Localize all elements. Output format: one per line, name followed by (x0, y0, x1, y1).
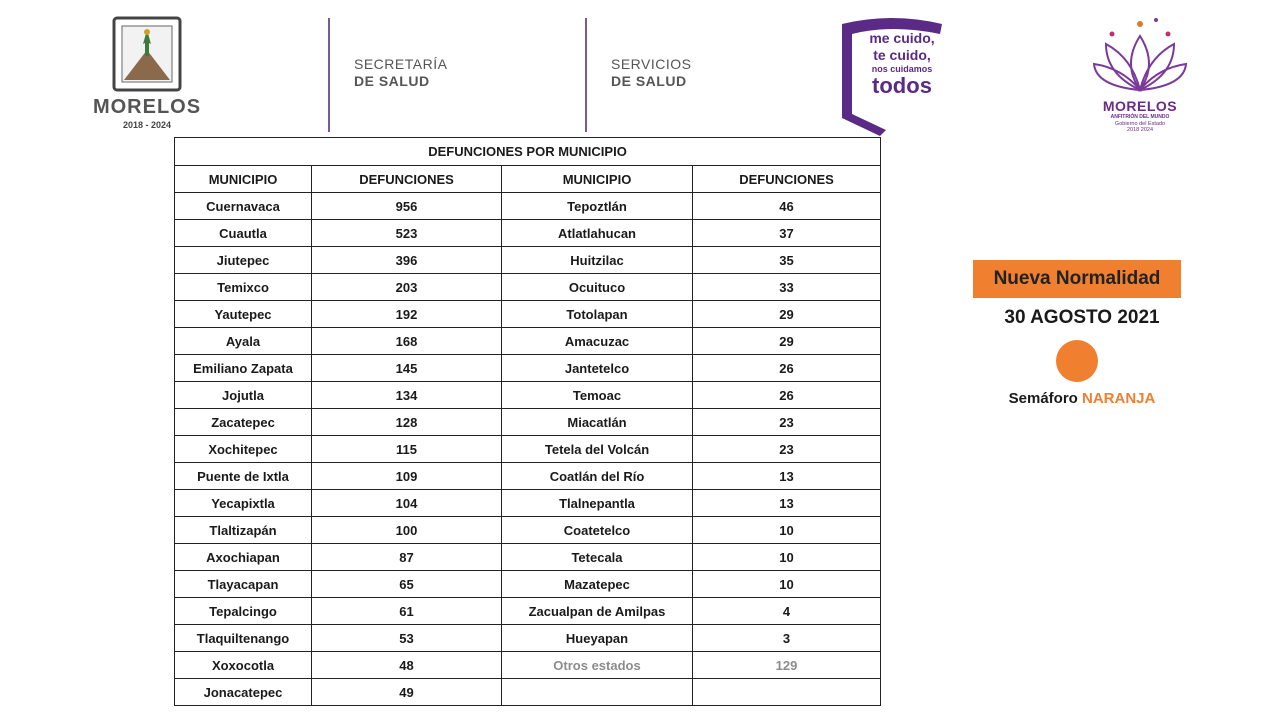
deaths-cell: 26 (693, 382, 881, 409)
agency-line2: DE SALUD (611, 73, 687, 89)
anfitrion-logo (1090, 14, 1190, 138)
table-row (175, 544, 881, 571)
municipality-cell: Jojutla (175, 382, 312, 409)
deaths-cell: 109 (312, 463, 502, 490)
deaths-cell (693, 679, 881, 706)
municipality-cell: Temixco (175, 274, 312, 301)
deaths-cell: 145 (312, 355, 502, 382)
column-header-municipio: MUNICIPIO (502, 166, 693, 193)
municipality-cell: Ocuituco (502, 274, 693, 301)
municipality-cell: Puente de Ixtla (175, 463, 312, 490)
deaths-cell: 956 (312, 193, 502, 220)
agency-line1: SERVICIOS (611, 56, 692, 72)
municipality-cell: Tlaltizapán (175, 517, 312, 544)
semaforo-status (973, 390, 1191, 407)
municipality-cell: Coatlán del Río (502, 463, 693, 490)
anfitrion-name: MORELOS (1102, 98, 1178, 114)
deaths-cell: 168 (312, 328, 502, 355)
deaths-cell: 13 (693, 463, 881, 490)
municipality-cell: Cuernavaca (175, 193, 312, 220)
deaths-cell: 100 (312, 517, 502, 544)
municipality-cell: Jantetelco (502, 355, 693, 382)
deaths-cell: 35 (693, 247, 881, 274)
table-row (175, 382, 881, 409)
report-date: 30 AGOSTO 2021 (1004, 307, 1160, 328)
deaths-cell: 10 (693, 544, 881, 571)
municipality-cell: Atlatlahucan (502, 220, 693, 247)
deaths-cell: 61 (312, 598, 502, 625)
municipality-cell: Cuautla (175, 220, 312, 247)
municipality-cell: Otros estados (502, 652, 693, 679)
municipality-cell: Jiutepec (175, 247, 312, 274)
municipality-cell (502, 679, 693, 706)
anfitrion-subtitle: ANFITRIÓN DEL MUNDO (1110, 114, 1170, 120)
table-row (175, 193, 881, 220)
table-row (175, 220, 881, 247)
deaths-cell: 10 (693, 571, 881, 598)
municipality-cell: Hueyapan (502, 625, 693, 652)
semaforo-orange-dot-icon (1056, 340, 1098, 382)
deaths-cell: 48 (312, 652, 502, 679)
table-header-row (175, 166, 881, 193)
table-row (175, 328, 881, 355)
municipality-cell: Zacatepec (175, 409, 312, 436)
table-row (175, 436, 881, 463)
table-row (175, 247, 881, 274)
deaths-cell: 29 (693, 328, 881, 355)
municipality-cell: Tetela del Volcán (502, 436, 693, 463)
campaign-line4: todos (872, 73, 932, 98)
deaths-cell: 134 (312, 382, 502, 409)
table-row (175, 490, 881, 517)
campaign-line3: nos cuidamos (871, 64, 933, 74)
campaign-logo (836, 14, 948, 136)
deaths-cell: 3 (693, 625, 881, 652)
table-row (175, 571, 881, 598)
deaths-cell: 23 (693, 436, 881, 463)
table-row (175, 409, 881, 436)
municipality-cell: Amacuzac (502, 328, 693, 355)
campaign-text (858, 30, 946, 98)
deaths-cell: 37 (693, 220, 881, 247)
column-header-defunciones: DEFUNCIONES (312, 166, 502, 193)
deaths-cell: 10 (693, 517, 881, 544)
campaign-line2: te cuido, (873, 47, 931, 63)
campaign-line1: me cuido, (869, 30, 935, 46)
agency-secretaria-salud (354, 56, 447, 90)
deaths-cell: 13 (693, 490, 881, 517)
table-row (175, 463, 881, 490)
municipality-cell: Tetecala (502, 544, 693, 571)
deaths-cell: 203 (312, 274, 502, 301)
semaforo-label: Semáforo (1008, 390, 1078, 407)
deaths-cell: 4 (693, 598, 881, 625)
lotus-flower-icon (1092, 14, 1188, 94)
table-row (175, 274, 881, 301)
deaths-cell: 523 (312, 220, 502, 247)
municipality-cell: Yecapixtla (175, 490, 312, 517)
table-title: DEFUNCIONES POR MUNICIPIO (175, 138, 881, 166)
header-divider (328, 18, 330, 132)
municipality-cell: Huitzilac (502, 247, 693, 274)
semaforo-level: NARANJA (1082, 390, 1156, 407)
municipality-cell: Mazatepec (502, 571, 693, 598)
deaths-cell: 26 (693, 355, 881, 382)
municipality-cell: Tlalnepantla (502, 490, 693, 517)
municipality-cell: Xoxocotla (175, 652, 312, 679)
municipality-cell: Emiliano Zapata (175, 355, 312, 382)
table-row (175, 355, 881, 382)
deaths-cell: 396 (312, 247, 502, 274)
municipality-cell: Tepoztlán (502, 193, 693, 220)
agency-servicios-salud (611, 56, 692, 90)
municipality-cell: Yautepec (175, 301, 312, 328)
anfitrion-gov: Gobierno del Estado (1114, 121, 1166, 127)
deaths-cell: 29 (693, 301, 881, 328)
table-row (175, 301, 881, 328)
state-name: MORELOS (92, 96, 202, 118)
municipality-cell: Axochiapan (175, 544, 312, 571)
municipality-cell: Miacatlán (502, 409, 693, 436)
municipality-cell: Ayala (175, 328, 312, 355)
municipality-cell: Tlayacapan (175, 571, 312, 598)
deaths-cell: 104 (312, 490, 502, 517)
deaths-cell: 23 (693, 409, 881, 436)
municipality-cell: Tepalcingo (175, 598, 312, 625)
municipality-cell: Totolapan (502, 301, 693, 328)
header-divider (585, 18, 587, 132)
table-row (175, 517, 881, 544)
column-header-municipio: MUNICIPIO (175, 166, 312, 193)
column-header-defunciones: DEFUNCIONES (693, 166, 881, 193)
morelos-state-logo (92, 14, 202, 136)
municipality-cell: Zacualpan de Amilpas (502, 598, 693, 625)
municipality-cell: Coatetelco (502, 517, 693, 544)
municipality-cell: Temoac (502, 382, 693, 409)
deaths-cell: 49 (312, 679, 502, 706)
deaths-cell: 46 (693, 193, 881, 220)
table-row (175, 598, 881, 625)
deaths-cell: 65 (312, 571, 502, 598)
table-row (175, 625, 881, 652)
deaths-by-municipality-table (174, 137, 880, 706)
table-row (175, 652, 881, 679)
coat-of-arms-icon (110, 14, 184, 94)
agency-line1: SECRETARÍA (354, 56, 448, 72)
anfitrion-years: 2018 2024 (1127, 127, 1153, 133)
nueva-normalidad-banner: Nueva Normalidad (973, 260, 1181, 298)
deaths-cell: 128 (312, 409, 502, 436)
table-row (175, 679, 881, 706)
deaths-cell: 87 (312, 544, 502, 571)
municipality-cell: Jonacatepec (175, 679, 312, 706)
municipality-cell: Xochitepec (175, 436, 312, 463)
deaths-cell: 115 (312, 436, 502, 463)
state-years: 2018 - 2024 (122, 120, 172, 130)
municipality-cell: Tlaquiltenango (175, 625, 312, 652)
deaths-cell: 192 (312, 301, 502, 328)
deaths-cell: 129 (693, 652, 881, 679)
agency-line2: DE SALUD (354, 73, 430, 89)
deaths-cell: 53 (312, 625, 502, 652)
deaths-cell: 33 (693, 274, 881, 301)
